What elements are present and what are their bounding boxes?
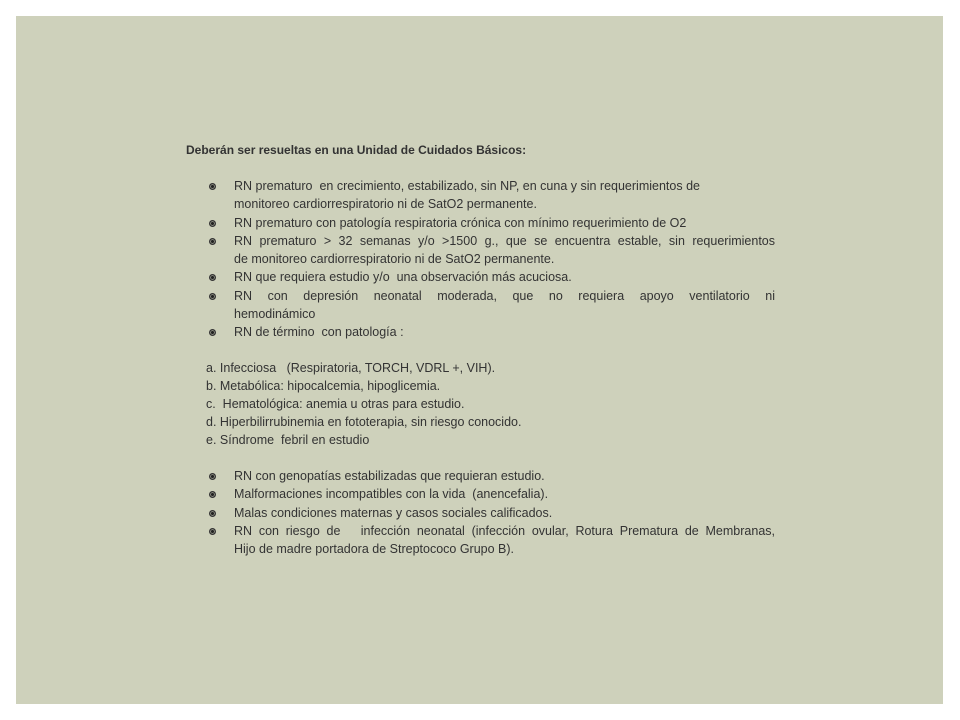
- bullet-icon: [209, 238, 216, 245]
- list-item-line: RN con depresión neonatal moderada, que no requiera apoyo ventilatorio ni: [234, 288, 775, 303]
- list-item: [186, 467, 786, 485]
- list-item: [186, 214, 786, 232]
- list-item-line: monitoreo cardiorrespiratorio ni de SatO2 permanente.: [234, 197, 537, 212]
- list-item: [186, 522, 786, 559]
- list-item: [186, 504, 786, 522]
- bullet-icon: [209, 293, 216, 300]
- bullet-icon: [209, 220, 216, 227]
- lettered-list: [206, 359, 521, 449]
- list-item-line: Malformaciones incompatibles con la vida (anencefalia).: [234, 487, 549, 502]
- list-item-line: hemodinámico: [234, 307, 316, 322]
- bullet-icon: [209, 491, 216, 498]
- list-item-line: de monitoreo cardiorrespiratorio ni de SatO2 permanente.: [234, 252, 555, 267]
- list-item-line: RN con riesgo de infección neonatal (infección ovular, Rotura Prematura de Membranas,: [234, 523, 775, 538]
- bullet-list-2: [186, 467, 786, 558]
- bullet-icon: [209, 274, 216, 281]
- lettered-item-b: b. Metabólica: hipocalcemia, hipoglicemia.: [206, 379, 441, 393]
- lettered-item-e: e. Síndrome febril en estudio: [206, 433, 370, 447]
- list-item-line: RN prematuro en crecimiento, estabilizado, sin NP, en cuna y sin requerimientos de: [234, 179, 700, 193]
- slide-title: Deberán ser resueltas en una Unidad de Cuidados Básicos:: [186, 143, 527, 157]
- bullet-icon: [209, 473, 216, 480]
- list-item: [186, 232, 786, 269]
- list-item-line: Malas condiciones maternas y casos sociales calificados.: [234, 505, 553, 520]
- list-item: [186, 287, 786, 324]
- lettered-item-a: a. Infecciosa (Respiratoria, TORCH, VDRL +, VIH).: [206, 361, 496, 375]
- lettered-item-d: d. Hiperbilirrubinemia en fototerapia, sin riesgo conocido.: [206, 415, 522, 429]
- bullet-icon: [209, 510, 216, 517]
- bullet-list-1: [186, 177, 786, 342]
- bullet-icon: [209, 528, 216, 535]
- list-item-line: RN con genopatías estabilizadas que requieran estudio.: [234, 469, 545, 483]
- bullet-icon: [209, 183, 216, 190]
- bullet-icon: [209, 329, 216, 336]
- list-item-line: RN prematuro con patología respiratoria crónica con mínimo requerimiento de O2: [234, 215, 687, 230]
- list-item-line: Hijo de madre portadora de Streptococo Grupo B).: [234, 542, 515, 557]
- lettered-item-c: c. Hematológica: anemia u otras para estudio.: [206, 397, 465, 411]
- list-item-line: RN prematuro > 32 semanas y/o >1500 g., que se encuentra estable, sin requerimientos: [234, 233, 775, 248]
- slide: [16, 16, 943, 704]
- list-item: [186, 485, 786, 503]
- list-item-line: RN de término con patología :: [234, 325, 404, 340]
- list-item-line: RN que requiera estudio y/o una observación más acuciosa.: [234, 270, 572, 285]
- list-item: [186, 268, 786, 286]
- list-item: [186, 323, 786, 341]
- list-item: [186, 177, 786, 214]
